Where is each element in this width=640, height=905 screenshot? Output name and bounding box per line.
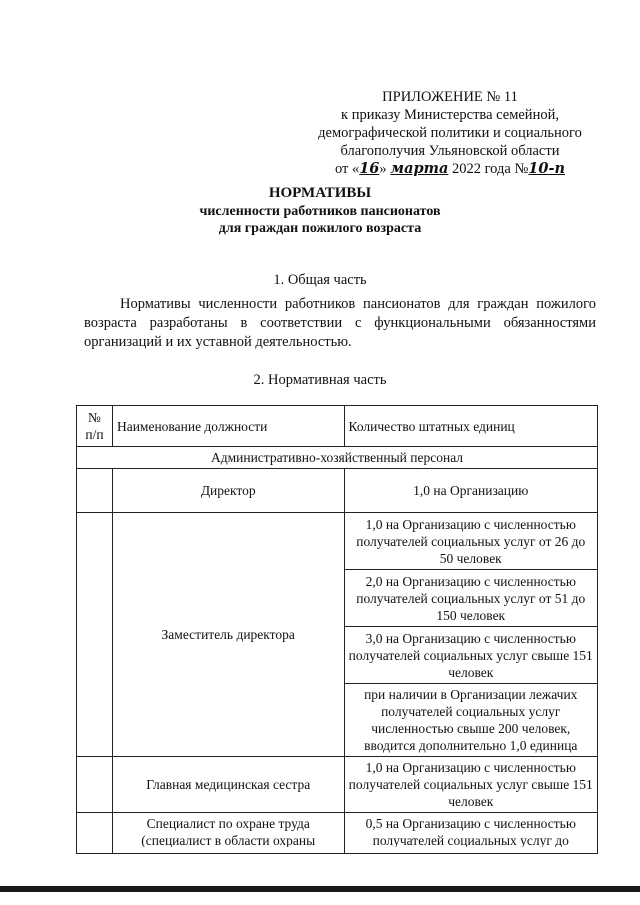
quantity-deputy-1: 1,0 на Организацию с численностью получателей социальных услуг от 26 до 50 человек <box>344 513 598 570</box>
group-title: Административно-хозяйственный персонал <box>77 447 598 469</box>
document-subtitle-line2: для граждан пожилого возраста <box>218 221 422 236</box>
quantity-safety-specialist <box>344 813 598 854</box>
position-director: Директор <box>112 469 344 513</box>
quantity-deputy-2: 2,0 на Организацию с численностью получателей социальных услуг от 51 до 150 человек <box>344 570 598 627</box>
appendix-header <box>300 88 600 178</box>
position-safety-specialist <box>112 813 344 854</box>
norms-table <box>76 405 598 854</box>
quantity-deputy-4: при наличии в Организации лежачих получателей социальных услуг численностью свыше 200 человек, вводится дополнительно 1,0 единица <box>344 684 598 757</box>
row-number <box>77 813 113 854</box>
date-quote-close: » <box>379 161 387 177</box>
table-row <box>77 757 598 813</box>
quantity-director: 1,0 на Организацию <box>344 469 598 513</box>
position-head-nurse: Главная медицинская сестра <box>112 757 344 813</box>
header-position: Наименование должности <box>112 406 344 447</box>
quantity-head-nurse: 1,0 на Организацию с численностью получателей социальных услуг свыше 151 человек <box>344 757 598 813</box>
quantity-deputy-3: 3,0 на Организацию с численностью получателей социальных услуг свыше 151 человек <box>344 627 598 684</box>
section-normative-heading: 2. Нормативная часть <box>253 372 387 388</box>
document-subtitle-line1: численности работников пансионатов <box>199 204 441 219</box>
handwritten-doc-number: 10-п <box>528 160 566 177</box>
table-row <box>77 469 598 513</box>
row-number <box>77 513 113 757</box>
table-row <box>77 813 598 854</box>
section-general-heading: 1. Общая часть <box>273 272 367 288</box>
handwritten-day: 16 <box>359 160 380 177</box>
appendix-order-line1: к приказу Министерства семейной, <box>341 107 559 123</box>
table-group-row <box>77 447 598 469</box>
row-number <box>77 469 113 513</box>
scan-edge-bar <box>0 886 640 892</box>
header-number: № п/п <box>77 406 113 447</box>
position-deputy-director: Заместитель директора <box>112 513 344 757</box>
appendix-date-line <box>300 160 600 178</box>
appendix-order-line2: демографической политики и социального <box>318 125 582 141</box>
handwritten-month: марта <box>390 160 449 177</box>
table-header-row <box>77 406 598 447</box>
date-prefix: от « <box>334 161 360 177</box>
safety-value-wrap: 0,5 на Организацию с численностью получателей социальных услуг до <box>365 816 576 847</box>
general-paragraph <box>84 295 596 352</box>
date-suffix: 2022 года № <box>451 161 529 177</box>
general-paragraph-text: Нормативы численности работников пансионатов для граждан пожилого возраста разработаны в соответствии с функциональными обязанностями организаций и их уставной деятельностью. <box>84 296 596 350</box>
appendix-number: ПРИЛОЖЕНИЕ № 11 <box>382 89 518 105</box>
table-row <box>77 513 598 570</box>
appendix-order-line3: благополучия Ульяновской области <box>340 143 560 159</box>
safety-name-wrap: Специалист по охране труда (специалист в области охраны <box>141 816 316 847</box>
header-quantity: Количество штатных единиц <box>344 406 598 447</box>
row-number <box>77 757 113 813</box>
document-title: НОРМАТИВЫ <box>268 185 372 201</box>
